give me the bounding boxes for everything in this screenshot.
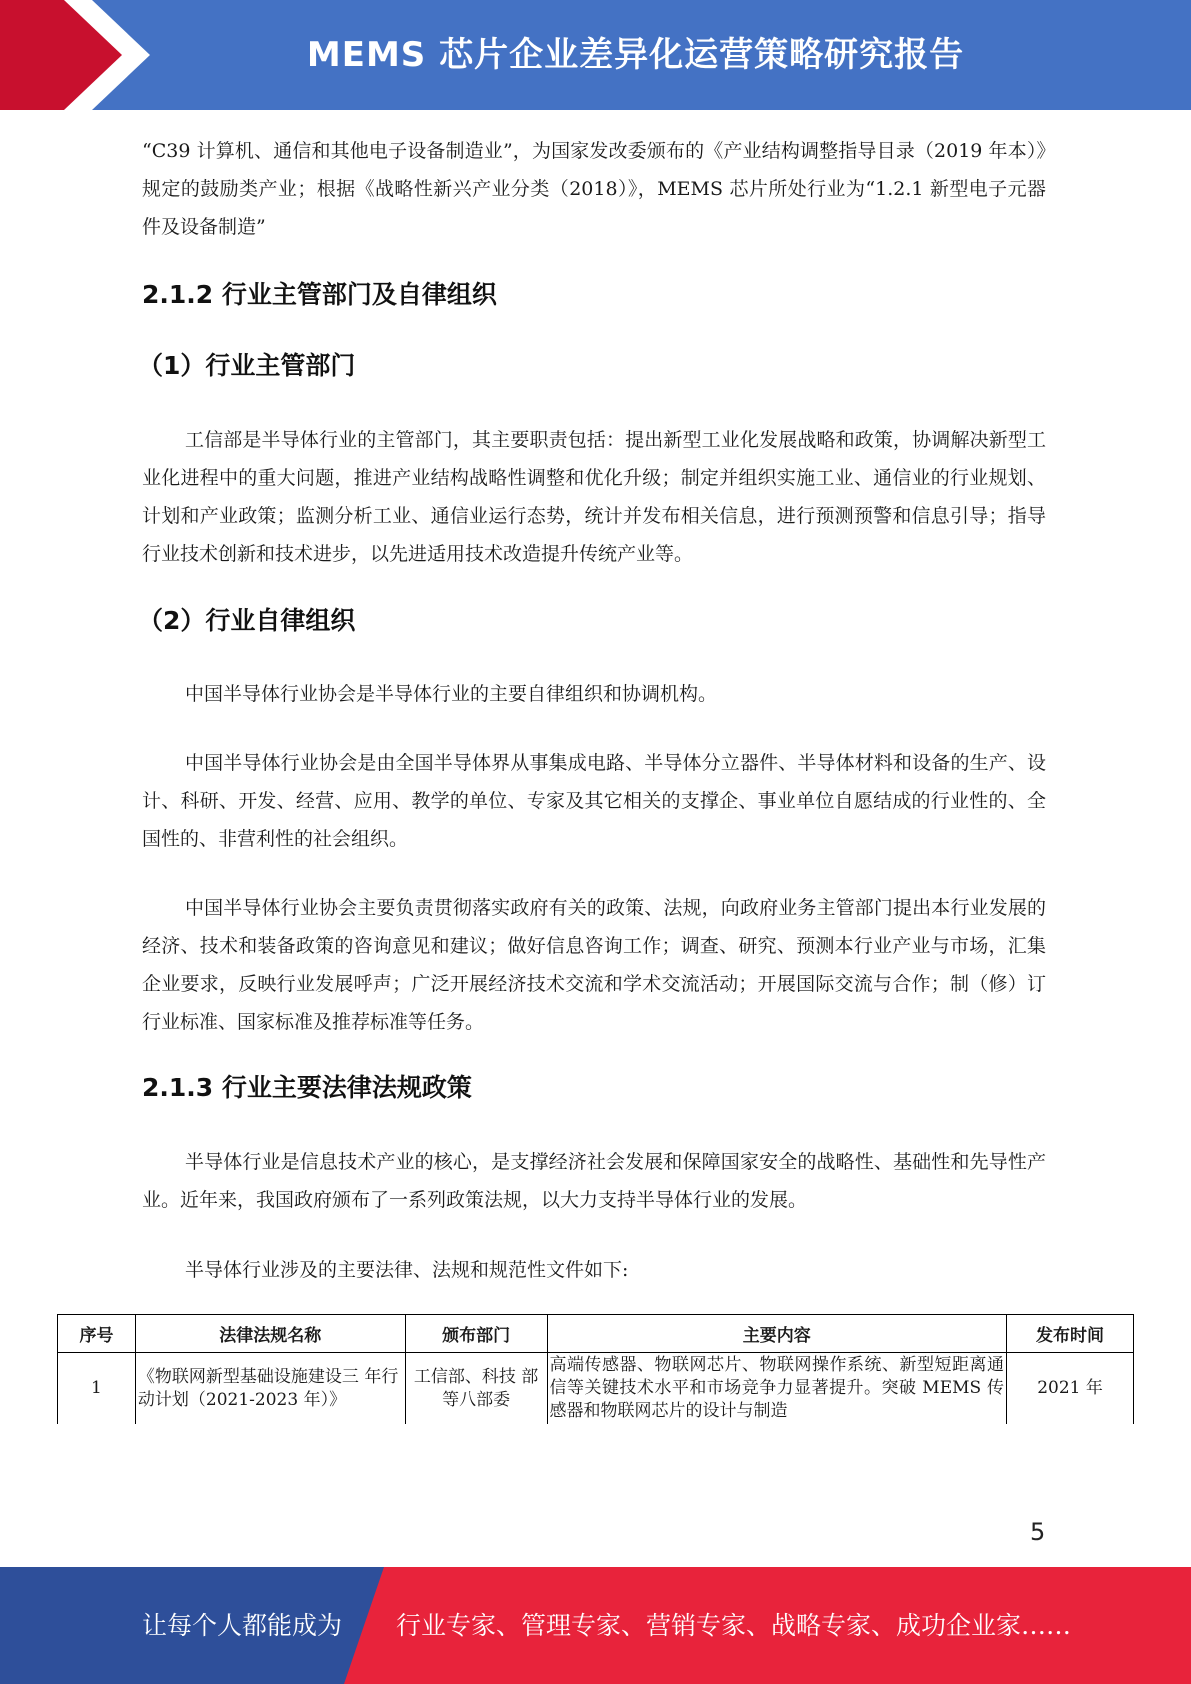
subheading-industry-authority: （1）行业主管部门 [138,351,356,380]
page-number: 5 [1030,1518,1046,1546]
column-header-issuer: 颁布部门 [405,1315,547,1353]
report-title: MEMS 芯片企业差异化运营策略研究报告 [306,35,965,75]
paragraph-association-intro: 中国半导体行业协会是半导体行业的主要自律组织和协调机构。 [185,683,718,705]
paragraph-association-duties: 中国半导体行业协会主要负责贯彻落实政府有关的政策、法规，向政府业务主管部门提出本行业发展的经济、技术和装备政策的咨询意见和建议；做好信息咨询工作；调查、研究、预测本行业产业与市场，汇集企业要求，反映行业发展呼声；广泛开展经济技术交流和学术交流活动；开展国际交流与合作；制（修）订行业标准、国家标准及推荐标准等任务。 [142,897,1046,1033]
paragraph-table-intro: 半导体行业涉及的主要法律、法规和规范性文件如下: [185,1259,629,1281]
cell-law-name: 《物联网新型基础设施建设三 年行动计划（2021-2023 年）》 [135,1353,405,1425]
column-header-law-name: 法律法规名称 [135,1315,405,1353]
subheading-self-regulatory: （2）行业自律组织 [138,606,356,635]
cell-date: 2021 年 [1007,1353,1134,1425]
cell-content: 高端传感器、物联网芯片、物联网操作系统、新型短距离通信等关键技术水平和市场竞争力显著提升。突破 MEMS 传感器和物联网芯片的设计与制造 [547,1353,1007,1425]
paragraph-industry-authority: 工信部是半导体行业的主管部门，其主要职责包括：提出新型工业化发展战略和政策，协调解决新型工业化进程中的重大问题，推进产业结构战略性调整和优化升级；制定并组织实施工业、通信业的行业规划、计划和产业政策；监测分析工业、通信业运行态势，统计并发布相关信息，进行预测预警和信息引导；指导行业技术创新和技术进步，以先进适用技术改造提升传统产业等。 [142,429,1046,565]
laws-table [57,1314,1134,1424]
page-footer [0,1567,1191,1684]
column-header-index: 序号 [58,1315,136,1353]
footer-slogan-right: 行业专家、管理专家、营销专家、战略专家、成功企业家…… [396,1611,1072,1640]
page-header [0,0,1191,110]
column-header-date: 发布时间 [1007,1315,1134,1353]
column-header-content: 主要内容 [547,1315,1007,1353]
paragraph-association-definition: 中国半导体行业协会是由全国半导体界从事集成电路、半导体分立器件、半导体材料和设备的生产、设计、科研、开发、经营、应用、教学的单位、专家及其它相关的支撑企、事业单位自愿结成的行业性的、全国性的、非营利性的社会组织。 [142,752,1046,850]
cell-index: 1 [58,1353,136,1425]
table-header-row [58,1315,1134,1353]
footer-slogan-left: 让每个人都能成为 [142,1611,343,1640]
section-heading-2-1-2: 2.1.2 行业主管部门及自律组织 [142,280,497,309]
cell-issuer: 工信部、科技 部等八部委 [405,1353,547,1425]
table-row [58,1353,1134,1425]
paragraph-policy-overview: 半导体行业是信息技术产业的核心，是支撑经济社会发展和保障国家安全的战略性、基础性和先导性产业。近年来，我国政府颁布了一系列政策法规，以大力支持半导体行业的发展。 [142,1151,1046,1211]
section-heading-2-1-3: 2.1.3 行业主要法律法规政策 [142,1073,472,1102]
intro-paragraph: “C39 计算机、通信和其他电子设备制造业”，为国家发改委颁布的《产业结构调整指导目录（2019 年本）》规定的鼓励类产业；根据《战略性新兴产业分类（2018）》，MEMS 芯片所处行业为“1.2.1 新型电子元器件及设备制造” [142,140,1046,238]
